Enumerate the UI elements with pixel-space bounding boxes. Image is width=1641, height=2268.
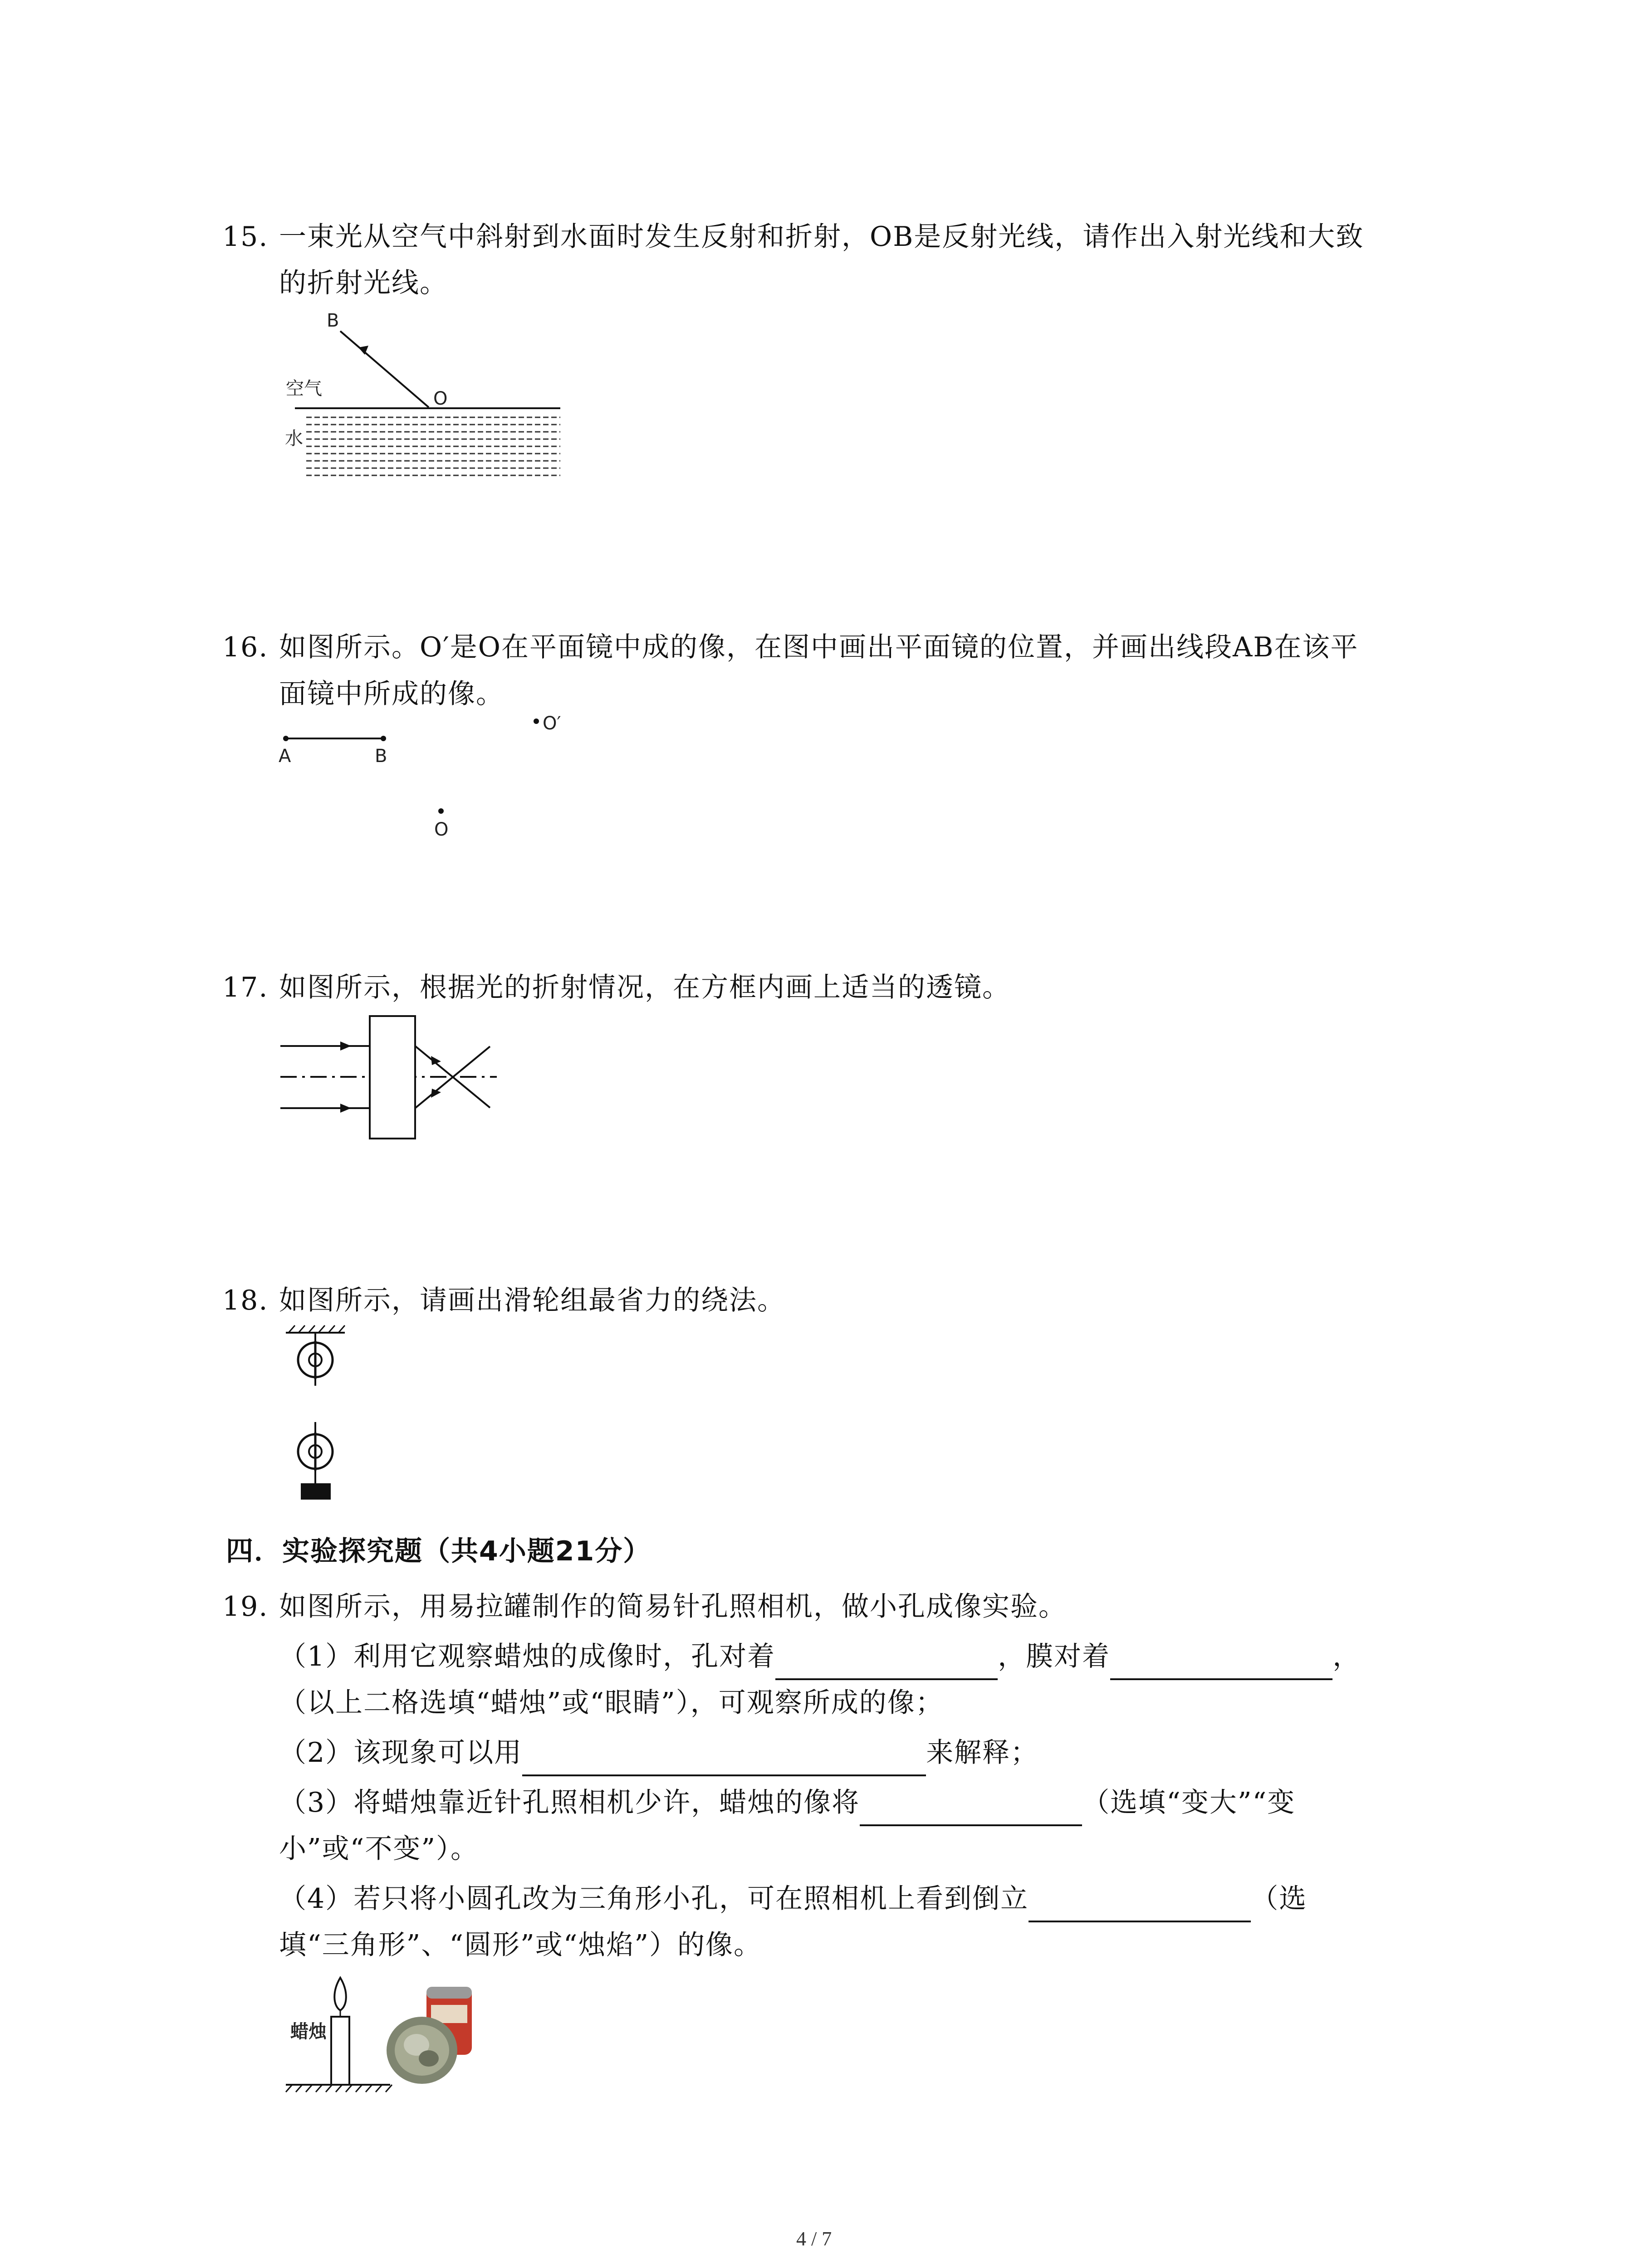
q19-figure (272, 1969, 508, 2105)
q19-label-candle: 蜡烛 (290, 2021, 327, 2042)
q19-part1-line2: （以上二格选填“蜡烛”或“眼睛”），可观察所成的像； (279, 1687, 944, 1719)
q19-part1-line1 (279, 1633, 1361, 1680)
q17-text-line1: 如图所示，根据光的折射情况，在方框内画上适当的透镜。 (279, 972, 1010, 1003)
q19-pinhole-camera-can-icon (387, 1987, 472, 2084)
q17-arrow-top-icon (340, 1041, 351, 1051)
q19-intro: 如图所示，用易拉罐制作的简易针孔照相机，做小孔成像实验。 (279, 1591, 1067, 1623)
q16-point-o-prime (534, 719, 539, 724)
q18-figure (272, 1325, 381, 1515)
q17-lens-box (370, 1016, 415, 1139)
q15-text-line1: 一束光从空气中斜射到水面时发生反射和折射，OB是反射光线，请作出入射光线和大致 (279, 221, 1364, 253)
q19-blank-3[interactable] (522, 1745, 926, 1776)
q16-point-o (438, 808, 444, 814)
q19-candle-body (331, 2017, 349, 2085)
q16-text-line2: 面镜中所成的像。 (279, 678, 504, 710)
q19-part2-text-b: 来解释； (926, 1737, 1039, 1769)
q16-label-o: O (434, 819, 449, 840)
q19-number: 19. (222, 1591, 269, 1623)
q19-part2-line (279, 1729, 1038, 1776)
q15-label-o: O (433, 388, 448, 409)
q19-candle-flame-icon (334, 1978, 346, 2010)
q17-figure (272, 1012, 508, 1148)
q15-label-water: 水 (285, 428, 303, 449)
page-number: 4 / 7 (796, 2228, 832, 2250)
q19-blank-2[interactable] (1110, 1648, 1332, 1680)
q19-part3-line1 (279, 1779, 1295, 1826)
q19-part2-text-a: （2）该现象可以用 (279, 1737, 523, 1769)
q19-table-hatching (286, 2085, 392, 2092)
q15-water-hatching (306, 417, 560, 475)
q19-part1-text-a: （1）利用它观察蜡烛的成像时，孔对着 (279, 1641, 776, 1672)
q19-blank-5[interactable] (1029, 1891, 1251, 1922)
q15-label-b: B (327, 310, 339, 331)
q15-figure (272, 304, 572, 494)
q16-figure (272, 708, 590, 844)
q16-number: 16. (222, 631, 269, 663)
q16-point-b (381, 736, 386, 741)
q16-label-o-prime: O′ (543, 713, 561, 734)
q19-blank-4[interactable] (860, 1794, 1082, 1826)
q19-part4-line1 (279, 1875, 1307, 1922)
q16-text-line1: 如图所示。O′是O在平面镜中成的像，在图中画出平面镜的位置，并画出线段AB在该平 (279, 631, 1359, 663)
q16-label-a: A (279, 746, 291, 767)
q19-part1-text-b: ，膜对着 (998, 1641, 1111, 1672)
q19-part4-text-b: （选 (1251, 1883, 1308, 1915)
section4-title: 四．实验探究题（共4小题21分） (226, 1535, 652, 1567)
q17-arrow-bottom-icon (340, 1104, 351, 1113)
q19-part4-line2: 填“三角形”、“圆形”或“烛焰”）的像。 (279, 1929, 762, 1961)
q19-part3-text-a: （3）将蜡烛靠近针孔照相机少许，蜡烛的像将 (279, 1787, 860, 1818)
q15-label-air: 空气 (286, 378, 322, 399)
q19-part3-text-b: （选填“变大”“变 (1082, 1787, 1296, 1818)
q18-number: 18. (222, 1285, 269, 1316)
q15-text-line2: 的折射光线。 (279, 267, 448, 299)
q19-part3-line2: 小”或“不变”）。 (279, 1833, 479, 1865)
q15-reflected-ray (340, 331, 429, 407)
q15-number: 15. (222, 221, 269, 253)
q19-part4-text-a: （4）若只将小圆孔改为三角形小孔，可在照相机上看到倒立 (279, 1883, 1029, 1915)
q19-blank-1[interactable] (775, 1648, 998, 1680)
q16-point-a (283, 736, 289, 741)
q18-text-line1: 如图所示，请画出滑轮组最省力的绕法。 (279, 1285, 785, 1316)
q18-ceiling-hatching (289, 1325, 345, 1333)
q17-number: 17. (222, 972, 269, 1003)
q16-label-b: B (375, 746, 387, 767)
q18-weight-block (301, 1483, 331, 1500)
q19-part1-text-c: ， (1332, 1641, 1361, 1672)
